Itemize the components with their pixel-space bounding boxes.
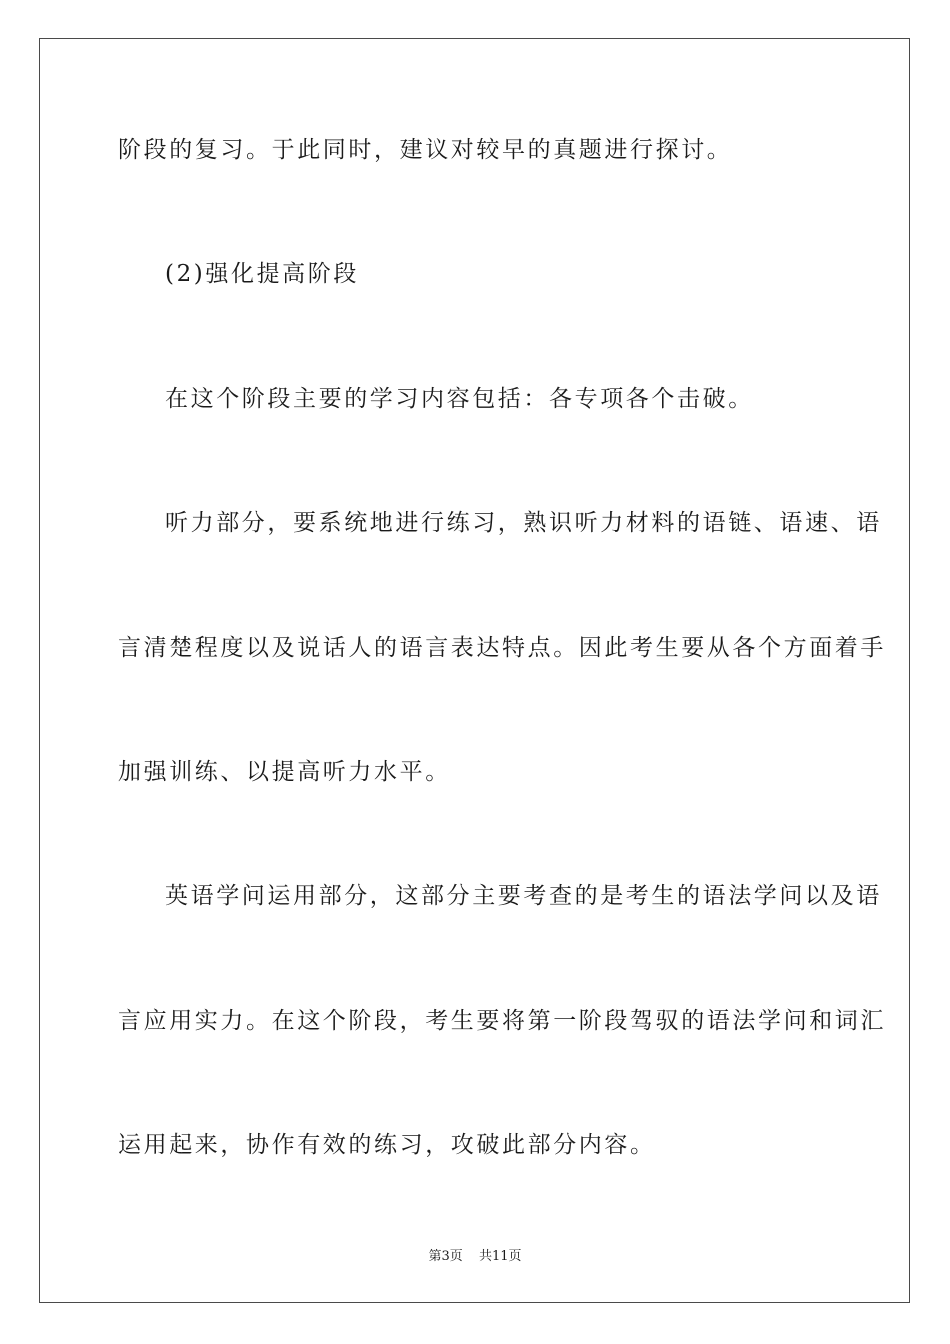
- paragraph-line: 阶段的复习。于此同时，建议对较早的真题进行探讨。: [118, 137, 733, 163]
- paragraph-line: 听力部分，要系统地进行练习，熟识听力材料的语链、语速、语: [165, 510, 882, 536]
- page-border: [39, 38, 910, 1303]
- section-heading: (2)强化提高阶段: [165, 261, 359, 287]
- paragraph-line: 言应用实力。在这个阶段，考生要将第一阶段驾驭的语法学问和词汇: [118, 1008, 886, 1034]
- page-number: 第3页: [428, 1249, 463, 1264]
- paragraph-line: 在这个阶段主要的学习内容包括：各专项各个击破。: [165, 386, 754, 412]
- paragraph-line: 加强训练、以提高听力水平。: [118, 759, 451, 785]
- page-total: 共11页: [478, 1249, 522, 1264]
- page-footer: [0, 1248, 950, 1266]
- paragraph-line: 英语学问运用部分，这部分主要考查的是考生的语法学问以及语: [165, 883, 882, 909]
- paragraph-line: 言清楚程度以及说话人的语言表达特点。因此考生要从各个方面着手: [118, 635, 886, 661]
- paragraph-line: 运用起来，协作有效的练习，攻破此部分内容。: [118, 1132, 656, 1158]
